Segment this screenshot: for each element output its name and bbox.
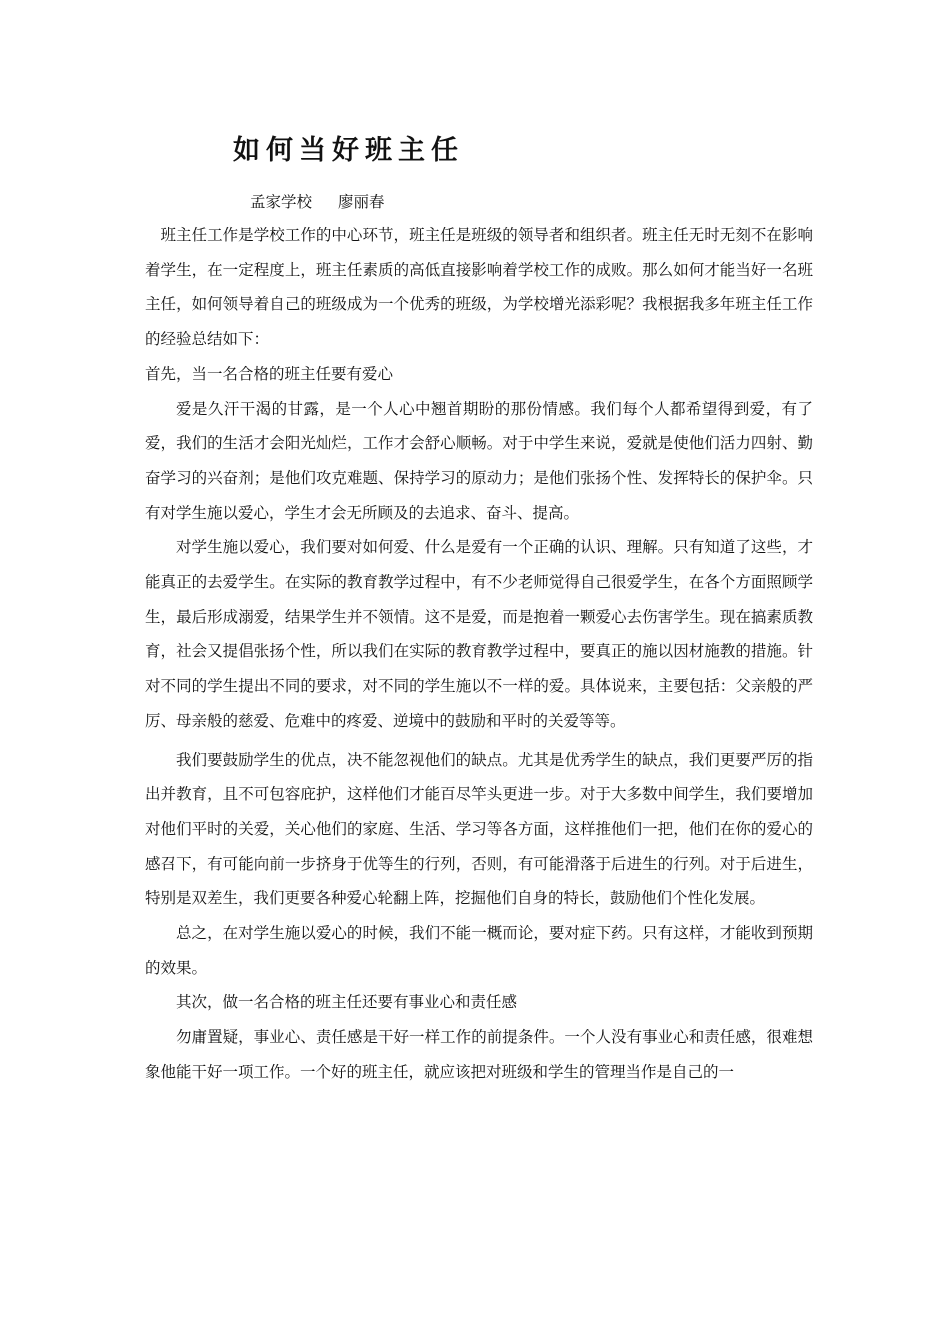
document-body	[145, 218, 813, 1090]
author-line	[250, 190, 385, 212]
paragraph-love-1: 爱是久汗干渴的甘露，是一个人心中翘首期盼的那份情感。我们每个人都希望得到爱，有了爱，我们的生活才会阳光灿烂，工作才会舒心顺畅。对于中学生来说，爱就是使他们活力四射、勤奋学习的兴奋剂；是他们攻克难题、保持学习的原动力；是他们张扬个性、发挥特长的保护伞。只有对学生施以爱心，学生才会无所顾及的去追求、奋斗、提高。	[145, 399, 813, 522]
document-title: 如何当好班主任	[233, 135, 464, 166]
paragraph-love-3: 我们要鼓励学生的优点，决不能忽视他们的缺点。尤其是优秀学生的缺点，我们更要严厉的指出并教育，且不可包容庇护，这样他们才能百尽竿头更进一步。对于大多数中间学生，我们要增加对他们平时的关爱，关心他们的家庭、生活、学习等各方面，这样推他们一把，他们在你的爱心的感召下，有可能向前一步挤身于优等生的行列，否则，有可能滑落于后进生的行列。对于后进生，特别是双差生，我们更要各种爱心轮翻上阵，挖掘他们自身的特长，鼓励他们个性化发展。	[145, 750, 813, 908]
author-school: 孟家学校	[250, 193, 313, 211]
paragraph-responsibility-1: 勿庸置疑，事业心、责任感是干好一样工作的前提条件。一个人没有事业心和责任感，很难想象他能干好一项工作。一个好的班主任，就应该把对班级和学生的管理当作是自己的一	[145, 1028, 813, 1081]
author-name: 廖丽春	[338, 193, 385, 211]
paragraph-love-4: 总之，在对学生施以爱心的时候，我们不能一概而论，要对症下药。只有这样，才能收到预期的效果。	[145, 924, 813, 977]
paragraph-intro: 班主任工作是学校工作的中心环节，班主任是班级的领导者和组织者。班主任无时无刻不在影响着学生，在一定程度上，班主任素质的高低直接影响着学校工作的成败。那么如何才能当好一名班主任，如何领导着自己的班级成为一个优秀的班级，为学校增光添彩呢？我根据我多年班主任工作的经验总结如下：	[145, 226, 813, 349]
paragraph-love-2: 对学生施以爱心，我们要对如何爱、什么是爱有一个正确的认识、理解。只有知道了这些，才能真正的去爱学生。在实际的教育教学过程中，有不少老师觉得自己很爱学生，在各个方面照顾学生，最后形成溺爱，结果学生并不领情。这不是爱，而是抱着一颗爱心去伤害学生。现在搞素质教育，社会又提倡张扬个性，所以我们在实际的教育教学过程中，要真正的施以因材施教的措施。针对不同的学生提出不同的要求，对不同的学生施以不一样的爱。具体说来，主要包括：父亲般的严厉、母亲般的慈爱、危难中的疼爱、逆境中的鼓励和平时的关爱等等。	[145, 538, 813, 730]
section-heading-love: 首先，当一名合格的班主任要有爱心	[145, 364, 394, 383]
section-heading-responsibility: 其次，做一名合格的班主任还要有事业心和责任感	[176, 993, 518, 1012]
